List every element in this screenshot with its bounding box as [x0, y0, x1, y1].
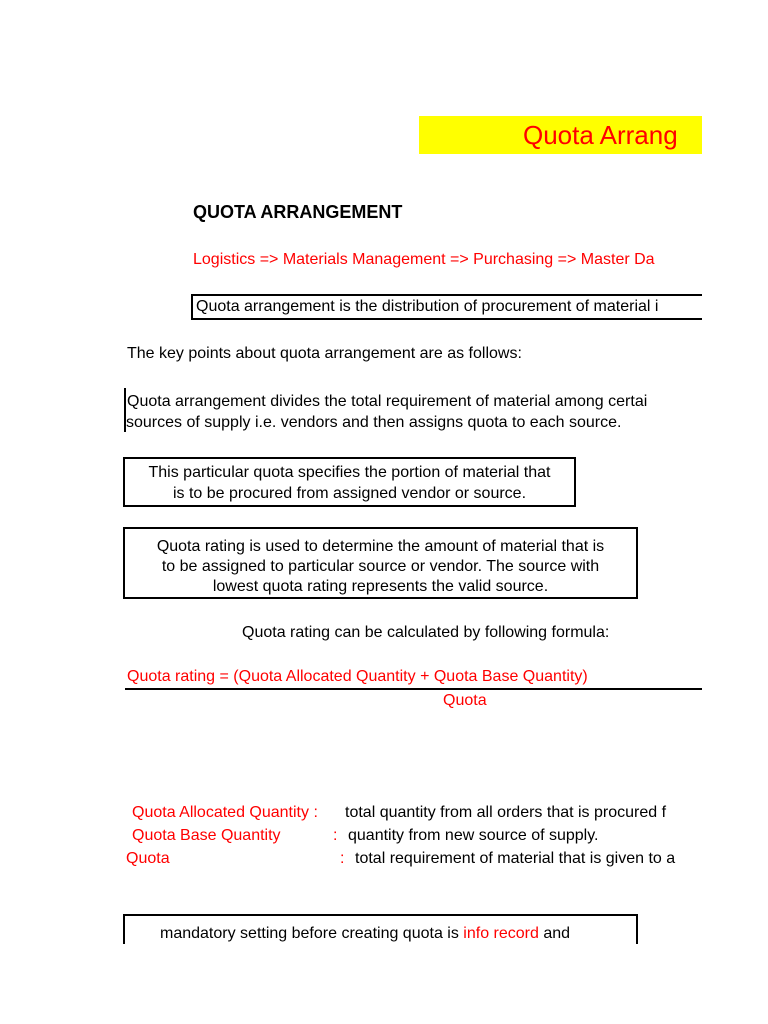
formula-denominator: Quota	[443, 692, 487, 709]
mandatory-box	[123, 914, 638, 944]
desc-allocated-quantity: total quantity from all orders that is procured f	[345, 804, 667, 821]
title-text: Quota Arrang	[523, 120, 678, 150]
term-base-quantity: Quota Base Quantity	[132, 827, 281, 844]
portion-line1: This particular quota specifies the portion of material that	[148, 464, 551, 481]
term-allocated-quantity: Quota Allocated Quantity :	[132, 804, 318, 821]
desc-quota: total requirement of material that is given to a	[355, 850, 676, 867]
portion-line2: is to be procured from assigned vendor or source.	[172, 485, 527, 502]
section-heading: QUOTA ARRANGEMENT	[193, 202, 403, 222]
term-quota: Quota	[126, 850, 170, 867]
point-divides-line2: sources of supply i.e. vendors and then assigns quota to each source.	[126, 414, 622, 431]
definition-box	[191, 294, 702, 320]
mandatory-info-record: info record	[463, 925, 539, 942]
mandatory-after: and	[543, 925, 571, 942]
rating-line2: to be assigned to particular source or vendor. The source with	[161, 558, 600, 575]
desc-base-quantity: quantity from new source of supply.	[348, 827, 599, 844]
definition-text: Quota arrangement is the distribution of procurement of material i	[196, 298, 659, 315]
rating-line3: lowest quota rating represents the valid source.	[212, 578, 549, 595]
rating-line1: Quota rating is used to determine the amount of material that is	[156, 538, 605, 555]
title-banner	[419, 116, 702, 154]
rating-box	[123, 527, 638, 599]
point-divides-line1: Quota arrangement divides the total requirement of material among certai	[127, 393, 648, 410]
formula-numerator: Quota rating = (Quota Allocated Quantity + Quota Base Quantity)	[127, 668, 588, 685]
sep-base-quantity: :	[333, 827, 338, 844]
portion-box	[123, 457, 576, 507]
key-points-intro: The key points about quota arrangement are as follows:	[127, 345, 522, 362]
sep-quota: :	[340, 850, 345, 867]
mandatory-before: mandatory setting before creating quota is	[160, 925, 459, 942]
mandatory-text	[160, 925, 570, 943]
formula-intro: Quota rating can be calculated by following formula:	[242, 624, 610, 641]
formula-fraction-line	[125, 688, 702, 690]
menu-path: Logistics => Materials Management => Purchasing => Master Da	[193, 251, 655, 268]
